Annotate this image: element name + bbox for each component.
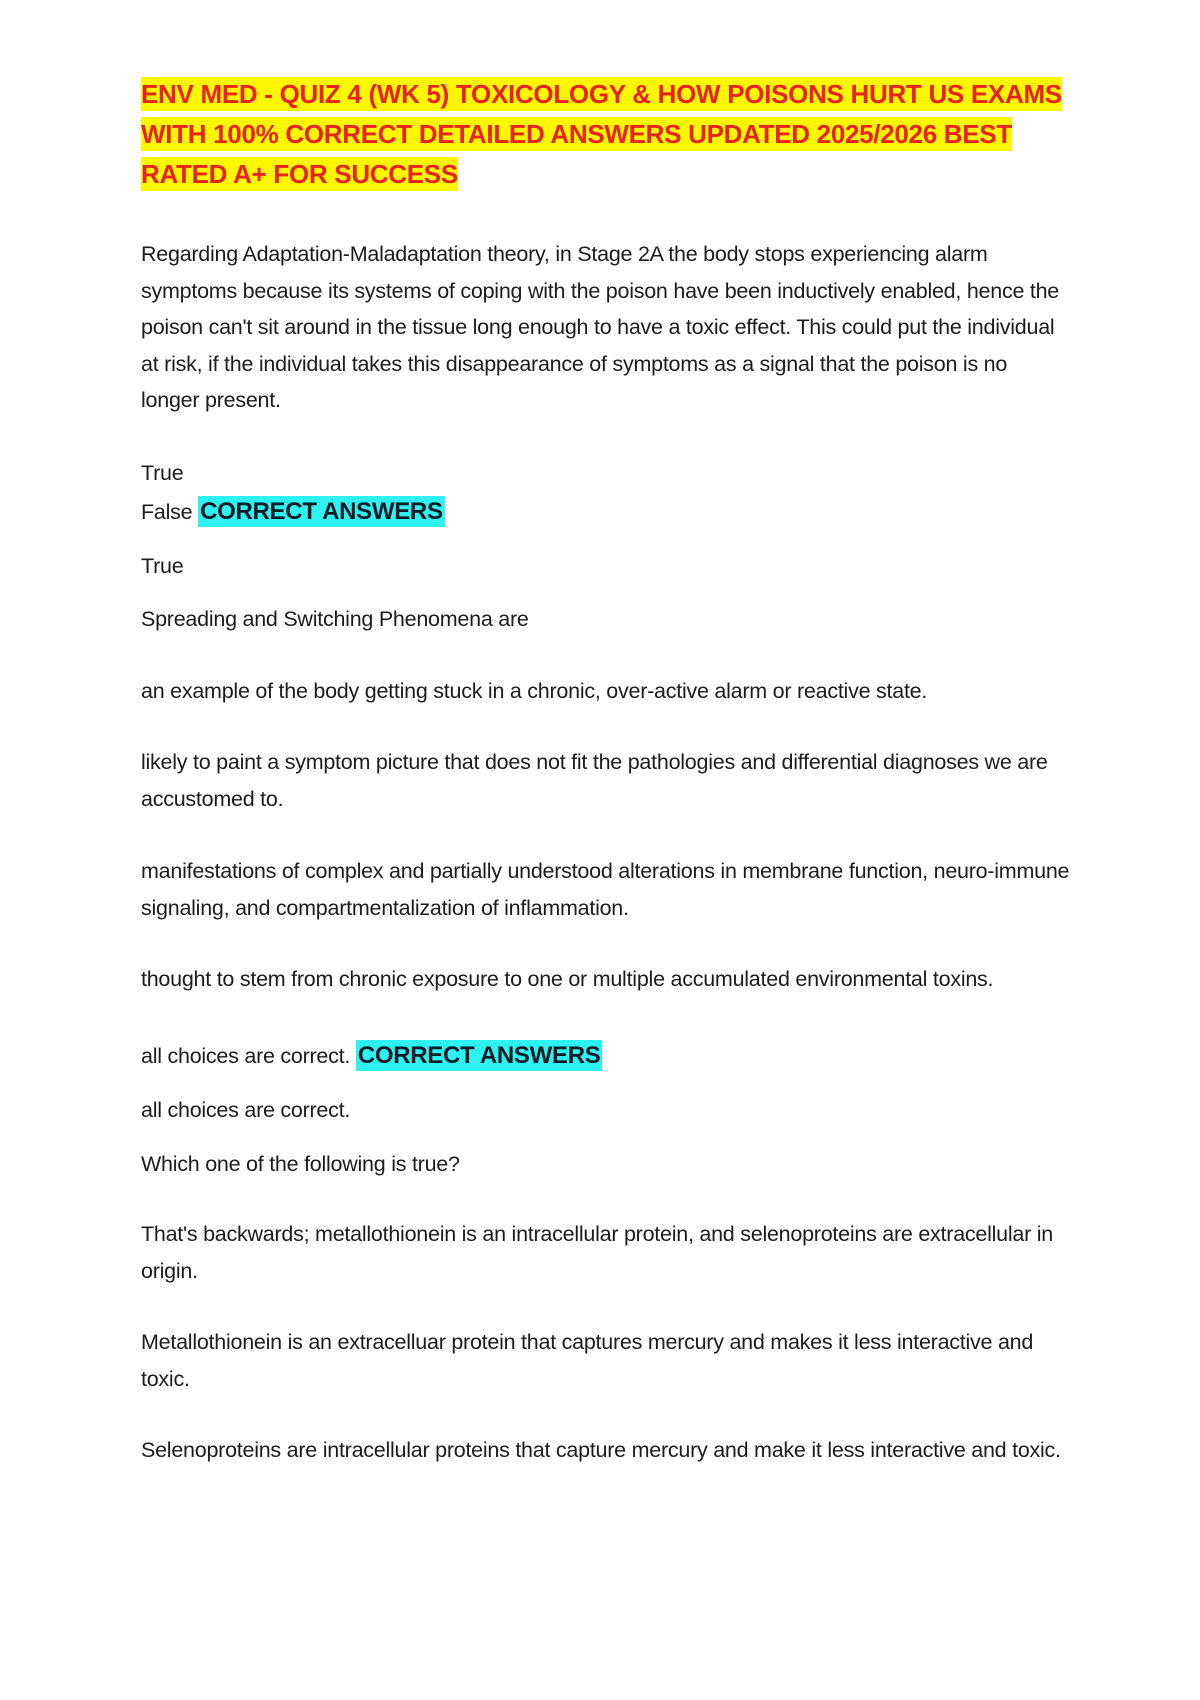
- document-title-highlight: ENV MED - QUIZ 4 (WK 5) TOXICOLOGY & HOW POISONS HURT US EXAMS WITH 100% CORRECT DETAILED ANSWERS UPDATED 2025/2026 BEST RATED A+ FOR SUCCESS: [141, 79, 1062, 189]
- question-3-text: Which one of the following is true?: [141, 1151, 460, 1176]
- q2-option-5-label: all choices are correct.: [141, 1043, 351, 1068]
- q2-option-1: an example of the body getting stuck in a chronic, over-active alarm or reactive state.: [141, 678, 928, 703]
- q1-answer: True: [141, 553, 184, 578]
- correct-answers-tag: CORRECT ANSWERS: [357, 1041, 601, 1069]
- q3-option-2: Metallothionein is an extracelluar protein that captures mercury and makes it less interactive and toxic.: [141, 1330, 1034, 1391]
- q1-option-false: [141, 494, 1071, 531]
- q2-option-3: manifestations of complex and partially understood alterations in membrane function, neuro-immune signaling, and compartmentalization of inflammation.: [141, 859, 1070, 920]
- question-2-text: Spreading and Switching Phenomena are: [141, 607, 529, 631]
- document-page: [141, 74, 1071, 1469]
- q2-answer: all choices are correct.: [141, 1098, 351, 1122]
- q2-option-5: [141, 1038, 1071, 1075]
- q2-option-4: thought to stem from chronic exposure to one or multiple accumulated environmental toxins.: [141, 967, 994, 991]
- correct-answers-tag: CORRECT ANSWERS: [200, 498, 443, 525]
- q3-option-1: That's backwards; metallothionein is an intracellular protein, and selenoproteins are extracellular in origin.: [141, 1222, 1053, 1283]
- document-title: [141, 74, 1071, 194]
- q1-option-true: True: [141, 460, 184, 485]
- q2-option-2: likely to paint a symptom picture that does not fit the pathologies and differential diagnoses we are accustomed to.: [141, 750, 1048, 811]
- q3-option-3: Selenoproteins are intracellular proteins that capture mercury and make it less interactive and toxic.: [141, 1438, 1061, 1462]
- q1-option-false-label: False: [141, 500, 193, 524]
- question-1-text: Regarding Adaptation-Maladaptation theory, in Stage 2A the body stops experiencing alarm symptoms because its systems of coping with the poison have been inductively enabled, hence the poison can't sit around in the tissue long enough to have a toxic effect. This could put the individual at risk, if the individual takes this disappearance of symptoms as a signal that the poison is no longer present.: [141, 242, 1060, 412]
